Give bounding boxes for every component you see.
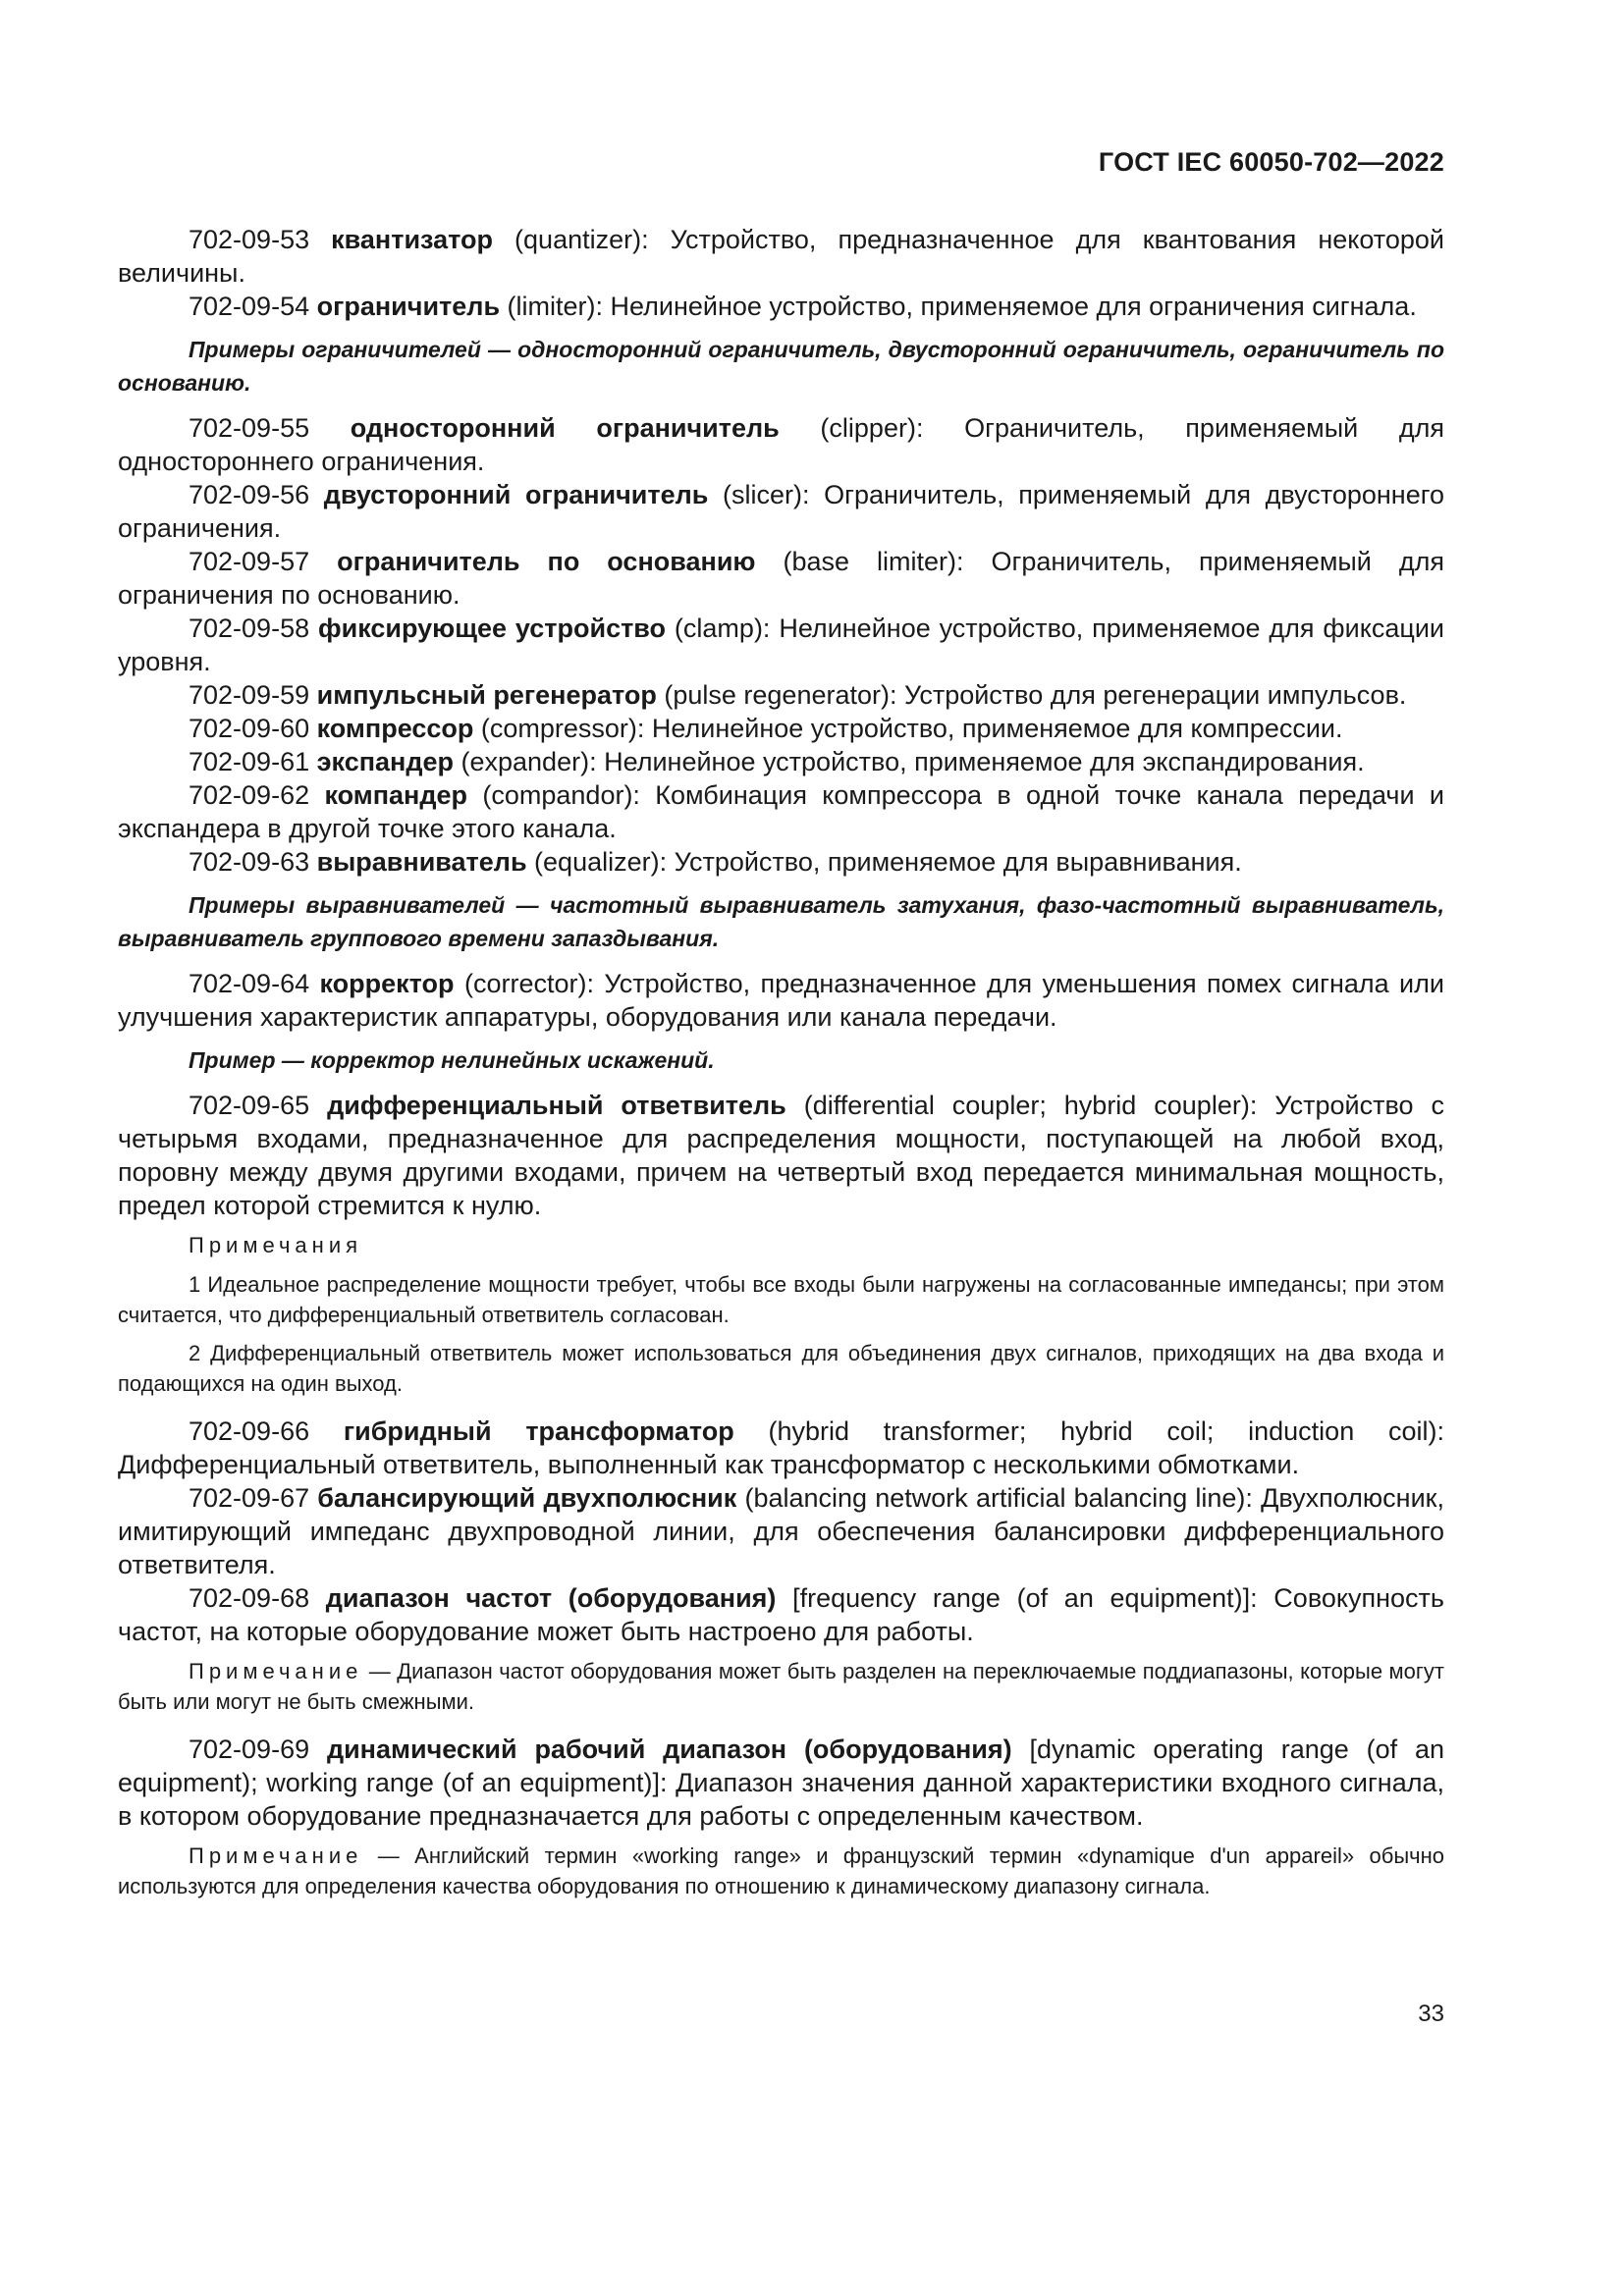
term-name: выравниватель xyxy=(316,847,527,877)
term-name: фиксирующее устройство xyxy=(318,614,667,643)
page-number: 33 xyxy=(1418,2001,1444,2027)
term-name: диапазон частот (оборудования) xyxy=(325,1583,777,1613)
note-item: 2 Дифференциальный ответвитель может использоваться для объединения двух сигналов, приходящих на два входа и подающихся на один выход. xyxy=(118,1341,1444,1396)
term-definition: (compandor): Комбинация компрессора в одной точке канала передачи и экспандера в другой точке этого канала. xyxy=(118,780,1444,843)
term-name: компандер xyxy=(324,780,468,810)
term-code: 702-09-65 xyxy=(189,1091,310,1120)
term-definition: (hybrid transformer; hybrid coil; induction coil): Дифференциальный ответвитель, выполненный как трансформатор с несколькими обмотками. xyxy=(118,1416,1444,1479)
note-item xyxy=(118,1841,1444,1901)
term-name: гибридный трансформатор xyxy=(343,1416,734,1446)
term-name: квантизатор xyxy=(331,225,493,254)
term-definition: (expander): Нелинейное устройство, применяемое для экспандирования. xyxy=(454,747,1365,776)
term-name: ограничитель xyxy=(316,292,501,321)
term-definition: (clamp): Нелинейное устройство, применяемое для фиксации уровня. xyxy=(118,614,1444,676)
notes-heading: Примечания xyxy=(189,1233,363,1257)
term-entry xyxy=(118,1415,1444,1481)
term-name: экспандер xyxy=(316,747,454,776)
term-entry xyxy=(118,845,1444,879)
term-name: двусторонний ограничитель xyxy=(323,480,709,509)
term-definition: (balancing network artificial balancing line): Двухполюсник, имитирующий импеданс двухпроводной линии, для обеспечения балансировки дифференциального ответвителя. xyxy=(118,1483,1444,1579)
term-code: 702-09-54 xyxy=(189,292,310,321)
term-entry xyxy=(118,678,1444,712)
note-item: 1 Идеальное распределение мощности требует, чтобы все входы были нагружены на согласованные импедансы; при этом считается, что дифференциальный ответвитель согласован. xyxy=(118,1272,1444,1327)
term-code: 702-09-69 xyxy=(189,1735,310,1764)
term-definition: (differential coupler; hybrid coupler): Устройство с четырьмя входами, предназначенное для распределения мощности, поступающей на любой вход, поровну между двумя другими входами, причем на четвертый вход передается минимальная мощность, предел которой стремится к нулю. xyxy=(118,1091,1444,1220)
term-entry xyxy=(118,778,1444,845)
term-entry xyxy=(118,712,1444,745)
term-definition: (pulse regenerator): Устройство для регенерации импульсов. xyxy=(656,680,1407,710)
term-definition: (base limiter): Ограничитель, применяемый для ограничения по основанию. xyxy=(118,547,1444,610)
term-name: импульсный регенератор xyxy=(316,680,657,710)
term-code: 702-09-64 xyxy=(189,969,310,998)
note-text: — Английский термин «working range» и французский термин «dynamique d'un appareil» обычно используются для определения качества оборудования по отношению к динамическому диапазону сигнала. xyxy=(118,1843,1444,1898)
term-definition: [dynamic operating range (of an equipment); working range (of an equipment)]: Диапазон значения данной характеристики входного сигнала, в котором оборудование предназначается для работы с определенным качеством. xyxy=(118,1735,1444,1831)
term-name: односторонний ограничитель xyxy=(350,413,780,443)
term-entry xyxy=(118,745,1444,778)
term-entry xyxy=(118,1733,1444,1833)
term-entry xyxy=(118,223,1444,290)
note-text: — Диапазон частот оборудования может быть разделен на переключаемые поддиапазоны, которые могут быть или могут не быть смежными. xyxy=(118,1659,1444,1714)
term-entry xyxy=(118,612,1444,678)
term-entry xyxy=(118,411,1444,478)
term-code: 702-09-55 xyxy=(189,413,310,443)
note-item xyxy=(118,1656,1444,1717)
term-code: 702-09-59 xyxy=(189,680,310,710)
term-name: корректор xyxy=(319,969,455,998)
term-entry xyxy=(118,1581,1444,1648)
term-definition: (clipper): Ограничитель, применяемый для одностороннего ограничения. xyxy=(118,413,1444,476)
term-code: 702-09-68 xyxy=(189,1583,310,1613)
term-code: 702-09-66 xyxy=(189,1416,310,1446)
term-entry xyxy=(118,290,1444,323)
term-code: 702-09-67 xyxy=(189,1483,310,1513)
term-entry xyxy=(118,478,1444,545)
term-code: 702-09-57 xyxy=(189,547,310,576)
document-body xyxy=(118,223,1444,1909)
term-entry xyxy=(118,545,1444,612)
term-name: динамический рабочий диапазон (оборудования) xyxy=(326,1735,1012,1764)
term-code: 702-09-61 xyxy=(189,747,310,776)
term-definition: (corrector): Устройство, предназначенное для уменьшения помех сигнала или улучшения характеристик аппаратуры, оборудования или канала передачи. xyxy=(118,969,1444,1032)
standard-header: ГОСТ IEC 60050-702—2022 xyxy=(1098,147,1444,177)
term-code: 702-09-58 xyxy=(189,614,310,643)
term-definition: (equalizer): Устройство, применяемое для выравнивания. xyxy=(526,847,1242,877)
term-name: дифференциальный ответвитель xyxy=(327,1091,786,1120)
term-code: 702-09-63 xyxy=(189,847,310,877)
term-example: Примеры выравнивателей — частотный выравниватель затухания, фазо-частотный выравниватель, выравниватель группового времени запаздывания. xyxy=(118,892,1444,951)
term-definition: (quantizer): Устройство, предназначенное для квантования некоторой величины. xyxy=(118,225,1444,288)
term-definition: (slicer): Ограничитель, применяемый для двустороннего ограничения. xyxy=(118,480,1444,543)
term-code: 702-09-56 xyxy=(189,480,310,509)
term-code: 702-09-53 xyxy=(189,225,310,254)
note-label: Примечание xyxy=(189,1843,363,1868)
term-definition: (compressor): Нелинейное устройство, применяемое для компрессии. xyxy=(473,714,1343,743)
term-name: компрессор xyxy=(316,714,474,743)
term-definition: [frequency range (of an equipment)]: Совокупность частот, на которые оборудование может быть настроено для работы. xyxy=(118,1583,1444,1646)
term-code: 702-09-62 xyxy=(189,780,310,810)
note-label: Примечание xyxy=(189,1659,363,1683)
term-entry xyxy=(118,1481,1444,1581)
term-example: Примеры ограничителей — односторонний ограничитель, двусторонний ограничитель, ограничитель по основанию. xyxy=(118,337,1444,396)
term-name: ограничитель по основанию xyxy=(337,547,756,576)
term-definition: (limiter): Нелинейное устройство, применяемое для ограничения сигнала. xyxy=(500,292,1417,321)
term-code: 702-09-60 xyxy=(189,714,310,743)
term-entry xyxy=(118,1089,1444,1222)
term-name: балансирующий двухполюсник xyxy=(317,1483,737,1513)
term-entry xyxy=(118,967,1444,1034)
term-example: Пример — корректор нелинейных искажений. xyxy=(189,1047,715,1073)
